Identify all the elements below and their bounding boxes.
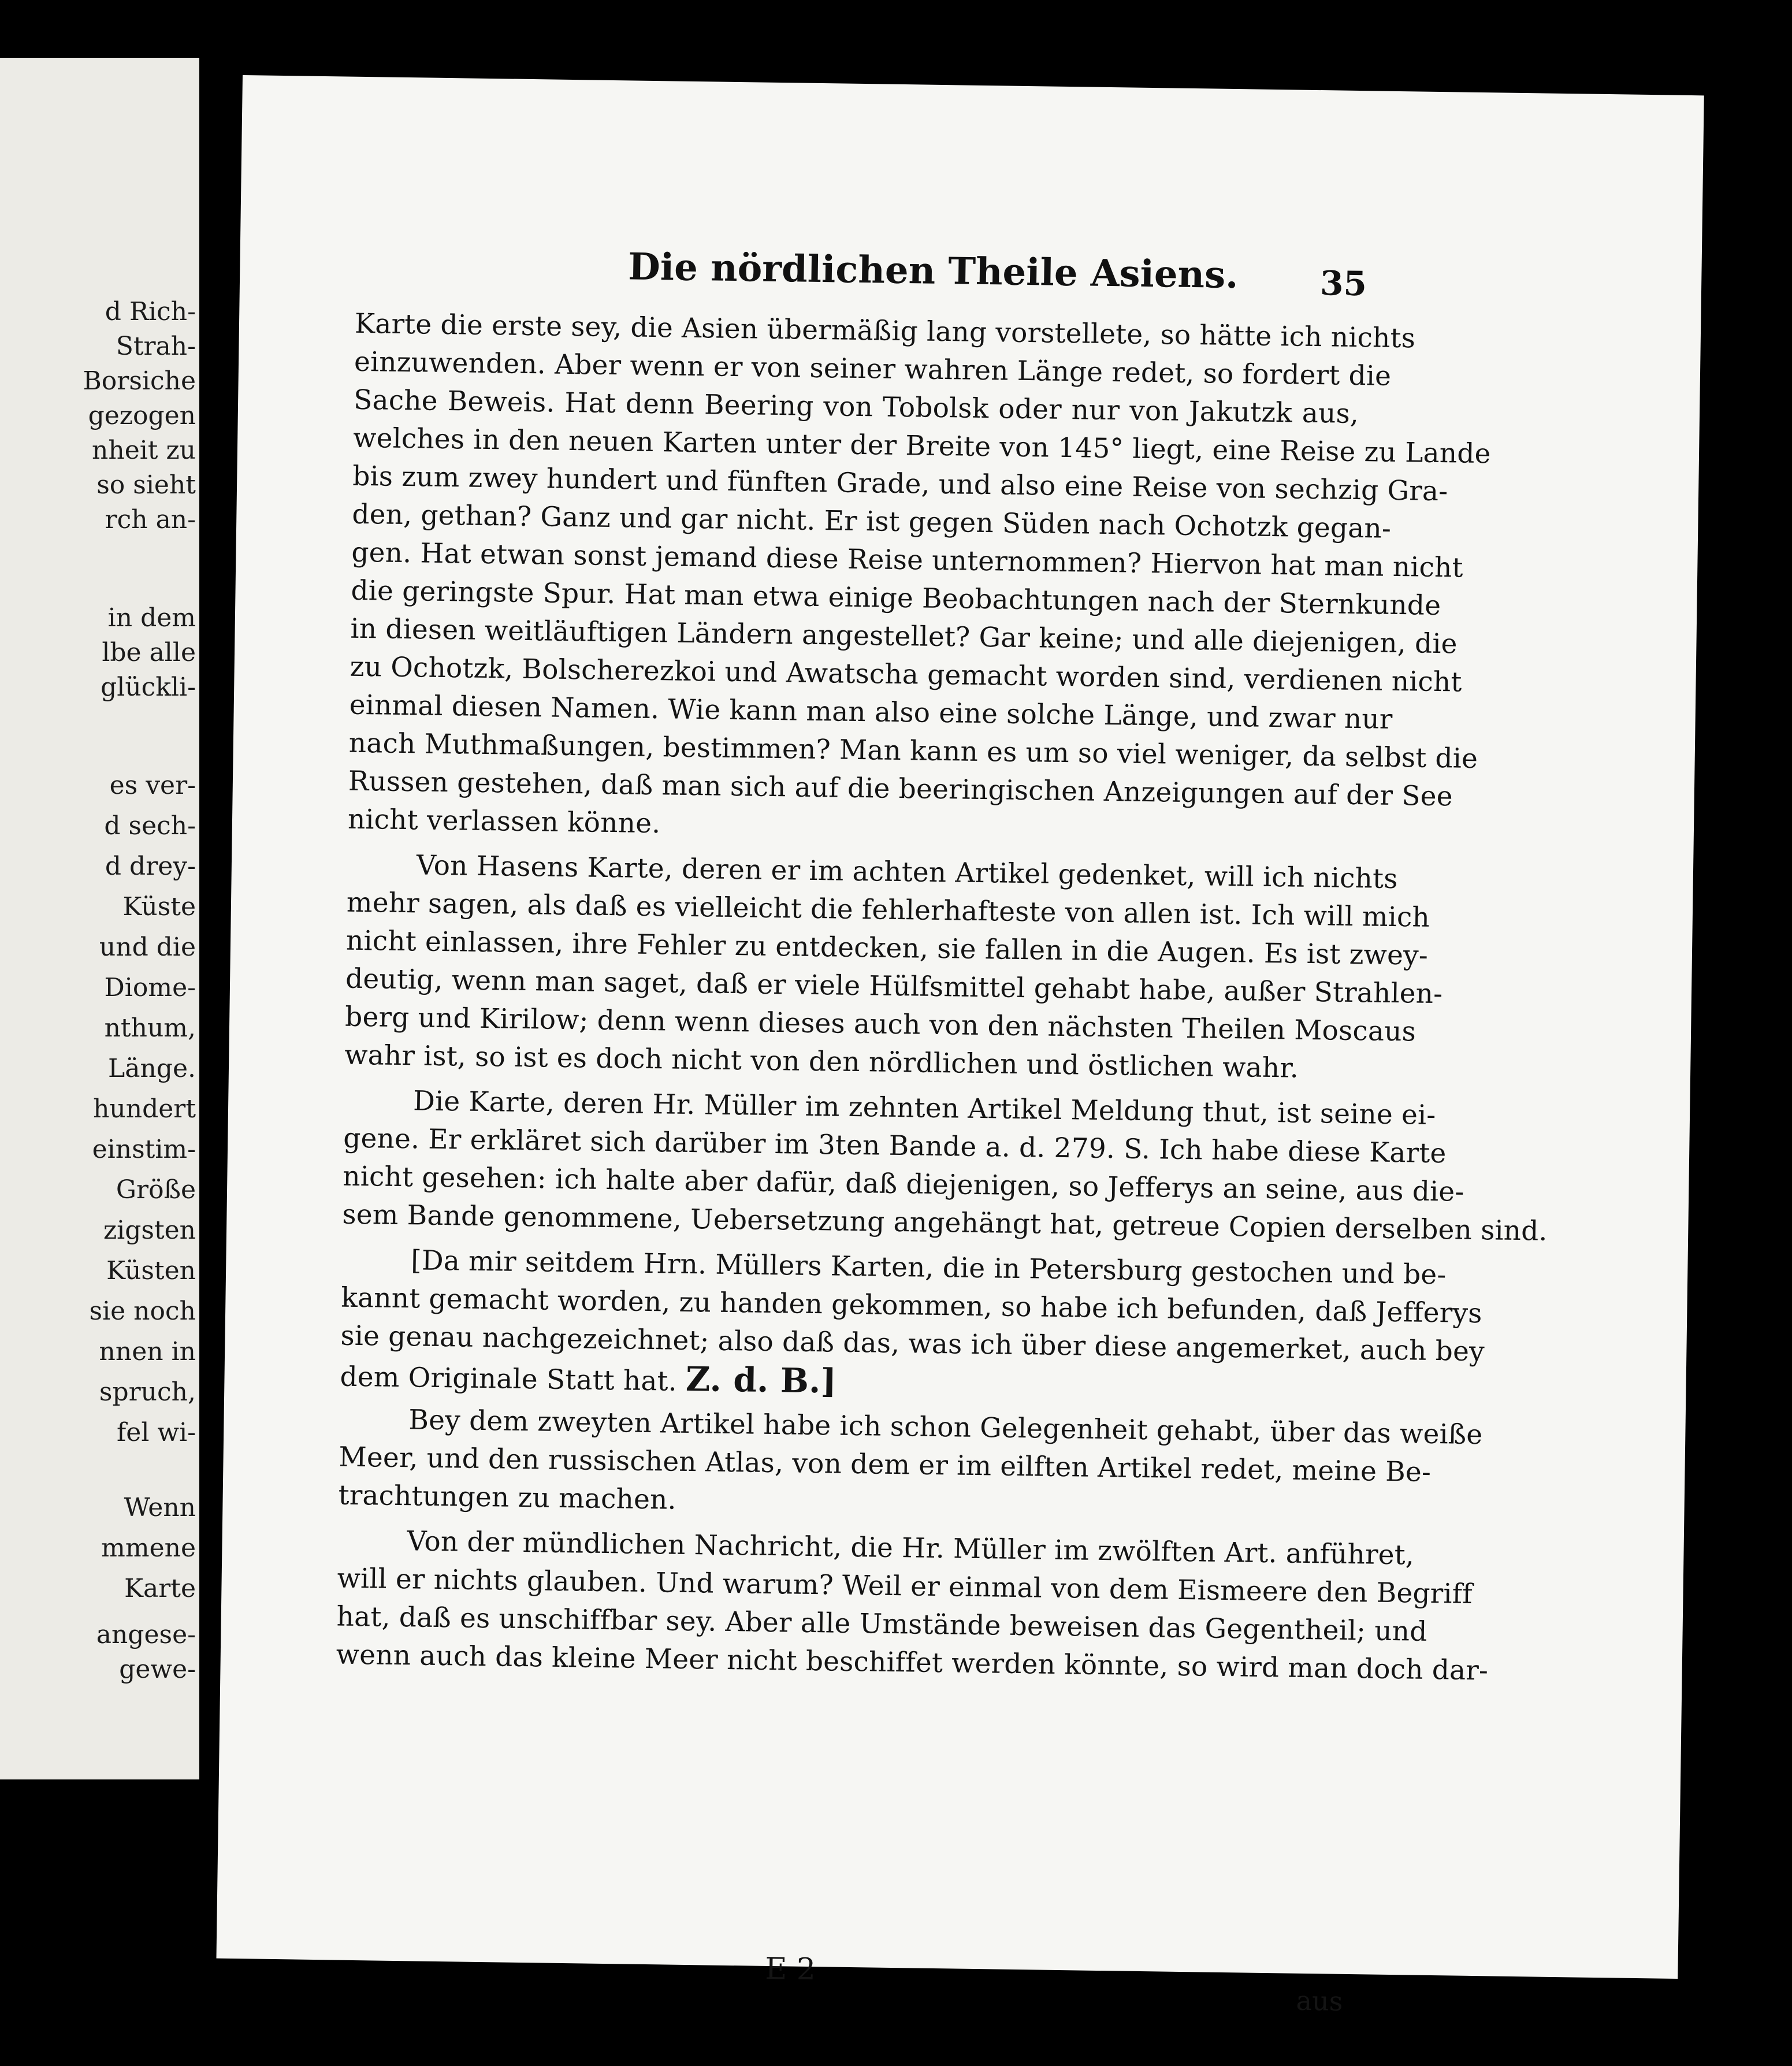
facing-page-line: nnen in <box>99 1337 196 1366</box>
text-line: die geringste Spur. Hat man etwa einige Beobachtungen nach der Sternkunde <box>351 574 1441 622</box>
text-line: [Da mir seitdem Hrn. Müllers Karten, die in Petersburg gestochen und be- <box>410 1244 1447 1291</box>
facing-page-line: lbe alle <box>102 638 196 667</box>
text-line: nicht einlassen, ihre Fehler zu entdecken, sie fallen in die Augen. Es ist zwey- <box>345 924 1429 972</box>
text-line: gen. Hat etwan sonst jemand diese Reise unternommen? Hiervon hat man nicht <box>351 536 1464 584</box>
text-line: bis zum zwey hundert und fünften Grade, und also eine Reise von sechzig Gra- <box>352 460 1448 508</box>
facing-page-line: mmene <box>101 1533 196 1563</box>
facing-page-line: spruch, <box>99 1377 196 1407</box>
facing-page-line: rch an- <box>105 505 196 534</box>
page-number: 35 <box>1319 263 1367 304</box>
text-line: den, gethan? Ganz und gar nicht. Er ist gegen Süden nach Ochotzk gegan- <box>352 498 1392 545</box>
text-line: sem Bande genommene, Uebersetzung angehängt hat, getreue Copien derselben sind. <box>342 1198 1548 1247</box>
facing-page-line: Strah- <box>116 332 196 361</box>
book-page <box>216 75 1704 2017</box>
facing-page-line: in dem <box>107 603 196 633</box>
facing-page-line: Größe <box>116 1175 196 1205</box>
text-line: in diesen weitläuftigen Ländern angestellet? Gar keine; und alle diejenigen, die <box>350 612 1458 660</box>
text-line: dem Originale Statt hat. <box>340 1361 678 1398</box>
facing-page-line: Diome- <box>104 973 196 1002</box>
facing-page-line: nthum, <box>104 1013 196 1043</box>
facing-page-line: glückli- <box>101 672 196 702</box>
text-line: nicht verlassen könne. <box>347 803 661 840</box>
text-line: zu Ochotzk, Bolscherezkoi und Awatscha gemacht worden sind, verdienen nicht <box>350 651 1462 698</box>
text-line: einzuwenden. Aber wenn er von seiner wahren Länge redet, so fordert die <box>354 345 1392 392</box>
text-line: berg und Kirilow; denn wenn dieses auch von den nächsten Theilen Moscaus <box>344 1001 1417 1048</box>
text-line: Meer, und den russischen Atlas, von dem er im eilften Artikel redet, meine Be- <box>339 1441 1432 1488</box>
facing-page-line: Küste <box>122 892 196 921</box>
facing-page-line: es ver- <box>109 771 196 800</box>
facing-page-line: d sech- <box>104 811 196 841</box>
facing-page-line: und die <box>99 932 196 962</box>
text-line: Von Hasens Karte, deren er im achten Artikel gedenket, will ich nichts <box>416 849 1398 895</box>
facing-page-line: angese- <box>96 1620 196 1649</box>
facing-page-line: Länge. <box>108 1054 196 1083</box>
facing-page-line: Borsiche <box>83 366 196 396</box>
body-text <box>336 305 1548 1688</box>
facing-page-fragment <box>0 58 199 1779</box>
text-line: Bey dem zweyten Artikel habe ich schon Gelegenheit gehabt, über das weiße <box>408 1404 1483 1451</box>
running-head: Die nördlichen Theile Asiens. <box>627 245 1239 298</box>
facing-page-line: sie noch <box>89 1296 196 1326</box>
text-line: nach Muthmaßungen, bestimmen? Man kann es um so viel weniger, da selbst die <box>348 727 1478 775</box>
text-line: hat, daß es unschiffbar sey. Aber alle Umstände beweisen das Gegentheil; und <box>336 1600 1427 1648</box>
text-line: kannt gemacht worden, zu handen gekommen, so habe ich befunden, daß Jefferys <box>341 1281 1482 1330</box>
text-line: will er nichts glauben. Und warum? Weil er einmal von dem Eismeere den Begriff <box>337 1562 1473 1610</box>
facing-page-line: Karte <box>124 1574 196 1603</box>
facing-page-line: d drey- <box>105 852 196 881</box>
signature-mark: E 2 <box>764 1951 816 1987</box>
text-line: wenn auch das kleine Meer nicht beschiffet werden könnte, so wird man doch dar- <box>336 1638 1489 1687</box>
facing-page-line: gewe- <box>119 1655 196 1684</box>
text-line: Karte die erste sey, die Asien übermäßig lang vorstellete, so hätte ich nichts <box>354 307 1416 355</box>
text-line: wahr ist, so ist es doch nicht von den nördlichen und östlichen wahr. <box>344 1039 1299 1084</box>
text-line: trachtungen zu machen. <box>338 1479 677 1516</box>
text-line: welches in den neuen Karten unter der Breite von 145° liegt, eine Reise zu Lande <box>352 422 1491 470</box>
facing-page-line: gezogen <box>88 401 196 430</box>
catchword: aus <box>1296 1985 1343 2017</box>
text-line: Von der mündlichen Nachricht, die Hr. Müller im zwölften Art. anführet, <box>407 1525 1415 1571</box>
facing-page-line: zigsten <box>103 1216 196 1245</box>
text-line: Die Karte, deren Hr. Müller im zehnten Artikel Meldung thut, ist seine ei- <box>412 1085 1436 1132</box>
translator-initials: Z. d. B.] <box>685 1359 837 1401</box>
text-line: deutig, wenn man saget, daß er viele Hülfsmittel gehabt habe, außer Strahlen- <box>345 963 1443 1010</box>
facing-page-line: fel wi- <box>117 1418 196 1447</box>
facing-page-line: d Rich- <box>105 297 196 326</box>
facing-page-line: hundert <box>93 1094 196 1124</box>
text-line: Sache Beweis. Hat denn Beering von Tobolsk oder nur von Jakutzk aus, <box>353 384 1359 430</box>
text-line: mehr sagen, als daß es vielleicht die fehlerhafteste von allen ist. Ich will mich <box>346 886 1430 934</box>
text-line: Russen gestehen, daß man sich auf die beeringischen Anzeigungen auf der See <box>348 765 1453 813</box>
text-line: einmal diesen Namen. Wie kann man also eine solche Länge, und zwar nur <box>349 689 1393 735</box>
facing-page-line: Wenn <box>124 1493 196 1522</box>
text-line: sie genau nachgezeichnet; also daß das, was ich über diese angemerket, auch bey <box>340 1320 1485 1368</box>
facing-page-line: einstim- <box>92 1135 196 1164</box>
facing-page-line: Küsten <box>106 1256 196 1285</box>
text-line: nicht gesehen: ich halte aber dafür, daß diejenigen, so Jefferys an seine, aus die- <box>343 1160 1464 1208</box>
facing-page-line: nheit zu <box>92 436 196 465</box>
facing-page-line: so sieht <box>96 470 196 500</box>
text-line: gene. Er erkläret sich darüber im 3ten Bande a. d. 279. S. Ich habe diese Karte <box>343 1122 1447 1170</box>
